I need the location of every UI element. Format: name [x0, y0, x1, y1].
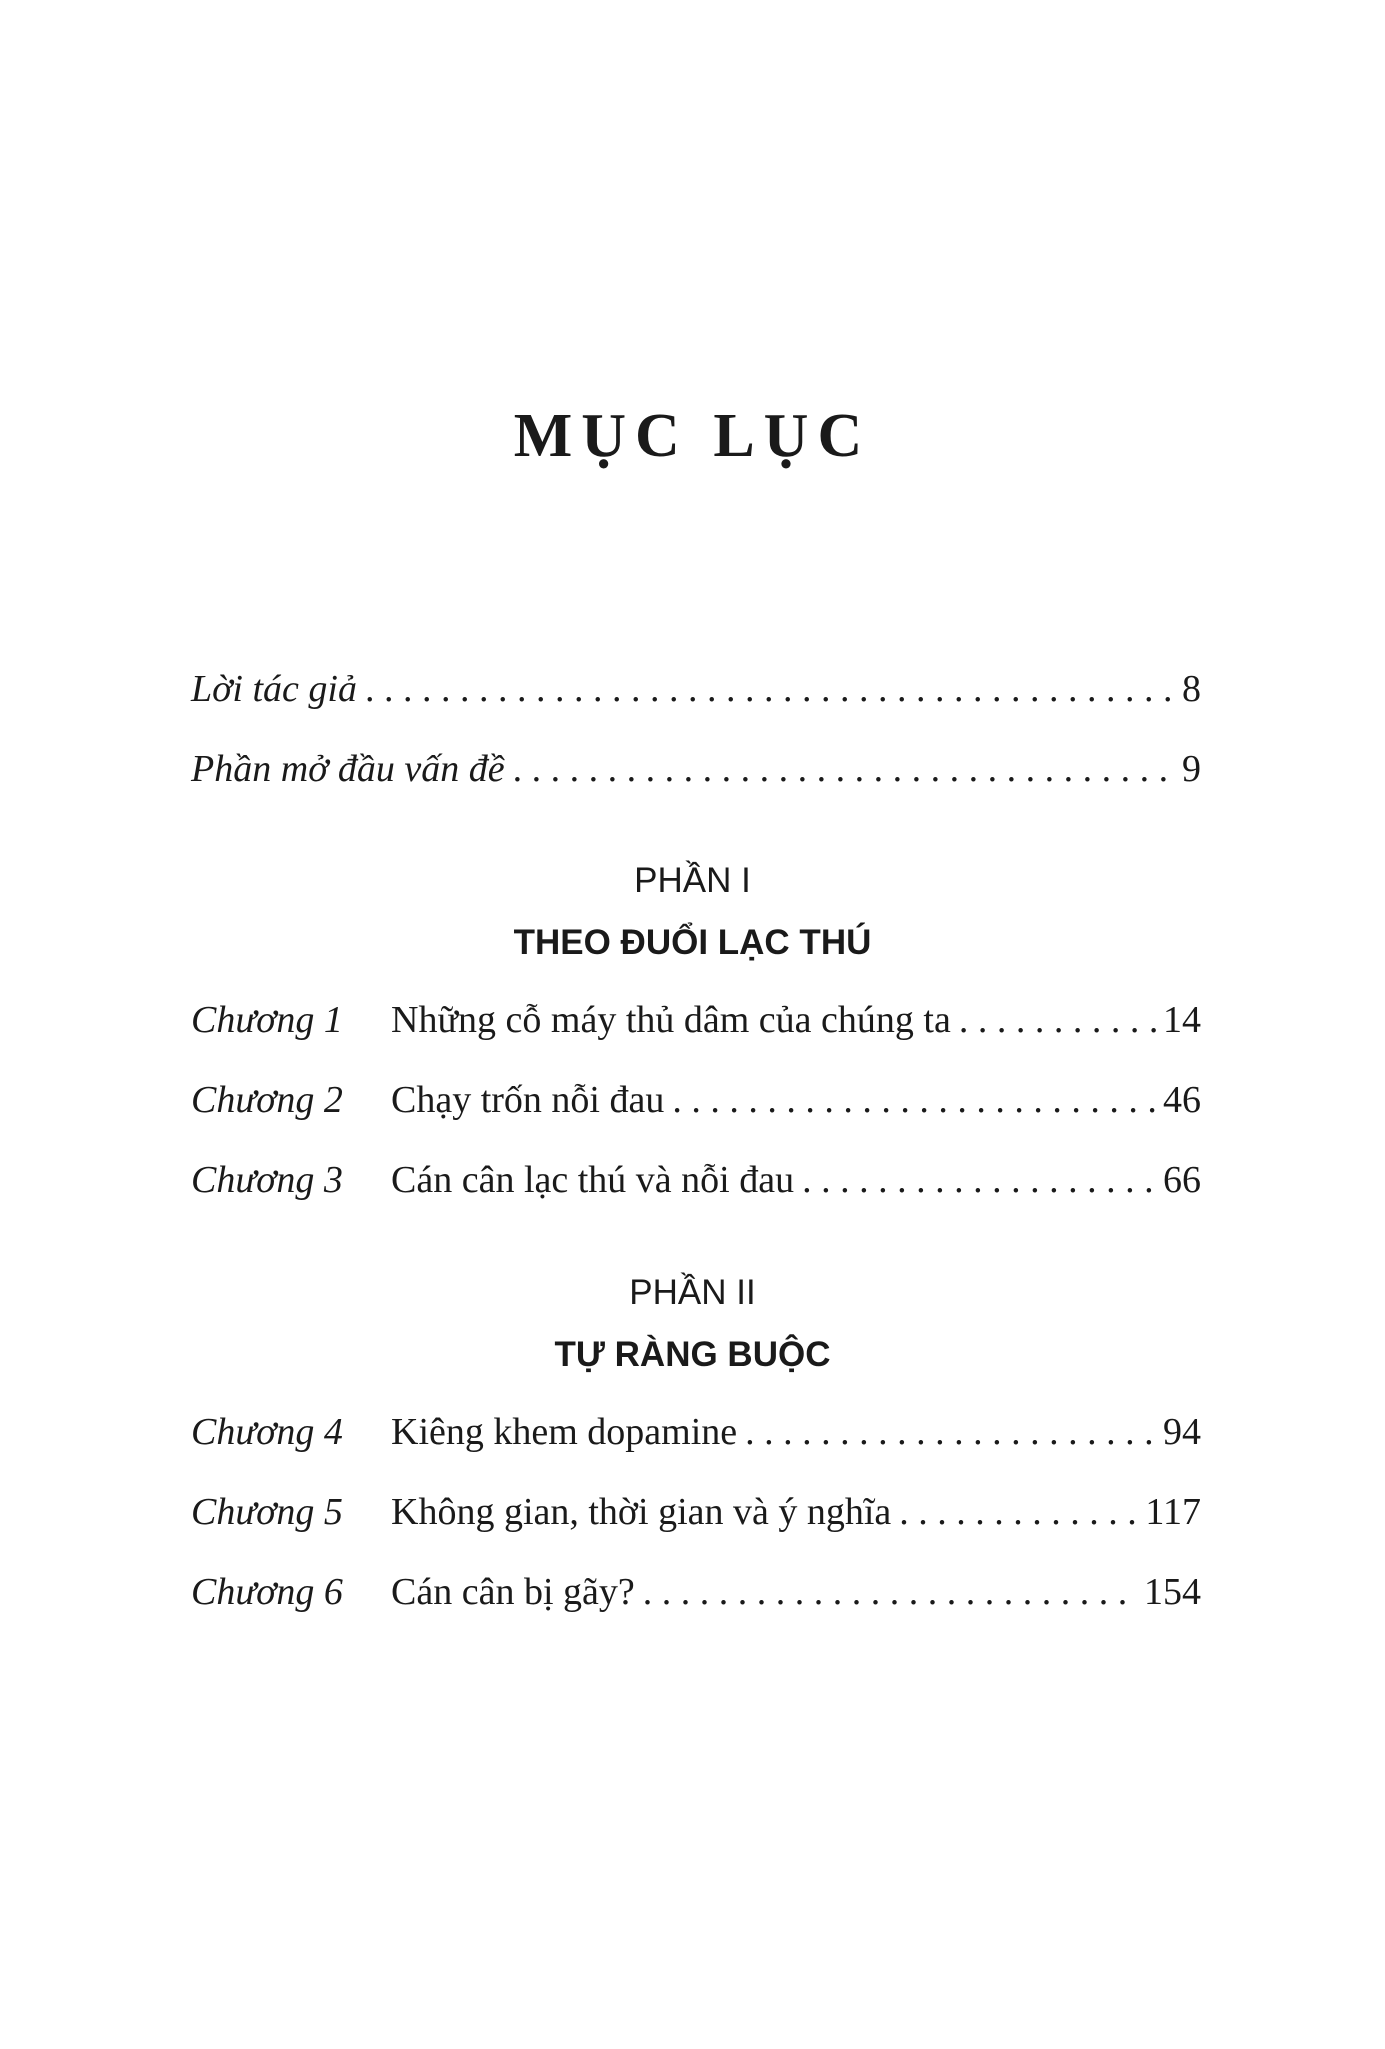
chapter-title: Kiêng khem dopamine — [391, 1411, 738, 1453]
dot-leader — [745, 1405, 1157, 1459]
toc-entry[interactable] — [191, 662, 1201, 716]
chapter-number: Chương 4 — [191, 1411, 343, 1453]
chapter-page: 14 — [1163, 999, 1201, 1041]
toc-chapter-entry[interactable] — [191, 1485, 1201, 1539]
chapter-title: Chạy trốn nỗi đau — [391, 1079, 665, 1121]
chapter-page: 117 — [1145, 1491, 1201, 1533]
chapter-page: 66 — [1163, 1159, 1201, 1201]
part-label: PHẦN I — [634, 861, 751, 900]
dot-leader — [643, 1565, 1138, 1619]
toc-chapter-entry[interactable] — [191, 1153, 1201, 1207]
chapter-number: Chương 3 — [191, 1159, 343, 1201]
toc-chapter-entry[interactable] — [191, 1565, 1201, 1619]
part-title: TỰ RÀNG BUỘC — [554, 1335, 831, 1374]
chapter-number: Chương 2 — [191, 1079, 343, 1121]
chapter-title: Cán cân lạc thú và nỗi đau — [391, 1159, 795, 1201]
chapter-page: 46 — [1163, 1079, 1201, 1121]
dot-leader — [365, 662, 1176, 716]
chapter-title: Không gian, thời gian và ý nghĩa — [391, 1491, 892, 1533]
chapter-number: Chương 6 — [191, 1571, 343, 1613]
toc-chapter-entry[interactable] — [191, 1405, 1201, 1459]
chapter-page: 154 — [1144, 1571, 1201, 1613]
dot-leader — [959, 993, 1157, 1047]
dot-leader — [513, 742, 1176, 796]
part-title: THEO ĐUỔI LẠC THÚ — [513, 923, 872, 962]
toc-entry-title: Phần mở đầu vấn đề — [191, 748, 505, 790]
part-label: PHẦN II — [629, 1273, 756, 1312]
toc-entry-page: 9 — [1182, 748, 1201, 790]
page-title: MỤC LỤC — [513, 402, 872, 470]
toc-entry[interactable] — [191, 742, 1201, 796]
dot-leader — [802, 1153, 1157, 1207]
chapter-number: Chương 5 — [191, 1491, 343, 1533]
chapter-number: Chương 1 — [191, 999, 343, 1041]
chapter-title: Những cỗ máy thủ dâm của chúng ta — [391, 999, 951, 1041]
toc-chapter-entry[interactable] — [191, 1073, 1201, 1127]
dot-leader — [899, 1485, 1139, 1539]
toc-entry-page: 8 — [1182, 668, 1201, 710]
chapter-title: Cán cân bị gãy? — [391, 1571, 635, 1613]
chapter-page: 94 — [1163, 1411, 1201, 1453]
toc-chapter-entry[interactable] — [191, 993, 1201, 1047]
toc-entry-title: Lời tác giả — [191, 668, 357, 710]
dot-leader — [672, 1073, 1157, 1127]
